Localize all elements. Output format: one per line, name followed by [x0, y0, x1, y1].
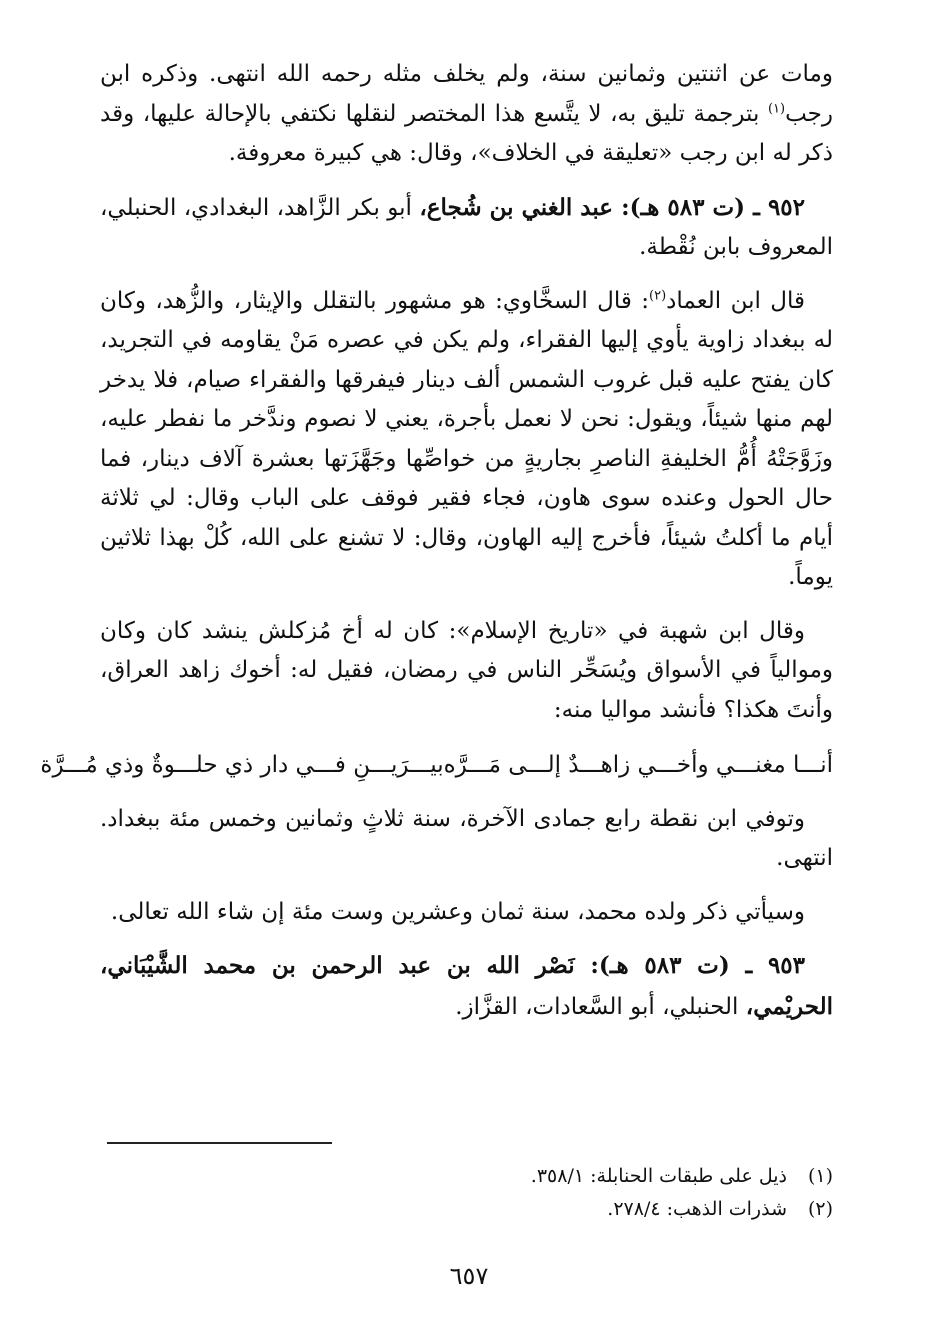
main-text — [40, 55, 833, 1027]
paragraph-ibn-al-imad — [100, 282, 833, 598]
entry-text: أبو بكر الزَّاهد، البغدادي، الحنبلي، المعروف بابن نُقْطة. — [100, 194, 833, 260]
entry-953 — [100, 946, 833, 1027]
page-number: ٦٥٧ — [449, 1262, 489, 1290]
entry-heading: ٩٥٢ ـ (ت ٥٨٣ هـ): عبد الغني بن شُجاع، — [419, 193, 805, 221]
footnote-2 — [100, 1193, 833, 1226]
paragraph-text: بترجمة تليق به، لا يتَّسع هذا المختصر لنقلها نكتفي بالإحالة عليها، وقد ذكر له ابن رجب «تعليقة في الخلاف»، وقال: هي كبيرة معروفة. — [100, 100, 833, 166]
footnote-number: (٢) — [807, 1198, 833, 1220]
footnote-text: شذرات الذهب: ٢٧٨/٤. — [607, 1198, 787, 1220]
paragraph-son: وسيأتي ذكر ولده محمد، سنة ثمان وعشرين وست مئة إن شاء الله تعالى. — [110, 898, 805, 925]
footnote-ref-2[interactable]: (٢) — [649, 287, 667, 303]
paragraph-death: وتوفي ابن نقطة رابع جمادى الآخرة، سنة ثلاثٍ وثمانين وخمس مئة ببغداد. انتهى. — [100, 805, 833, 871]
entry-text: الحنبلي، أبو السَّعادات، القزَّاز. — [455, 993, 746, 1020]
verse-hemistich-1: أنـــا مغنـــي وأخـــي زاهـــدٌ إلـــى مَـــرَّه — [443, 752, 833, 778]
paragraph-ibn-rajab — [100, 55, 833, 174]
verse-hemistich-2: بيـــرَيـــنِ فـــي دار ذي حلـــوةٌ وذي مُـــرَّة — [40, 752, 444, 778]
footnote-ref-1[interactable]: (١) — [767, 100, 786, 116]
entry-heading: ٩٥٣ ـ (ت ٥٨٣ هـ): نَصْر الله بن عبد الرحمن بن محمد الشَّيْبَاني، الحريْمي، — [100, 952, 833, 1020]
paragraph-text: ومات عن اثنتين وثمانين سنة، ولم يخلف مثله رحمه الله انتهى. وذكره ابن رجب — [100, 61, 833, 127]
paragraph-text: قال ابن العماد — [666, 287, 805, 314]
footnote-text: ذيل على طبقات الحنابلة: ٣٥٨/١. — [530, 1165, 787, 1187]
footnote-1 — [100, 1160, 833, 1193]
footnote-divider — [107, 1142, 332, 1144]
entry-952 — [100, 188, 833, 268]
verse-line — [40, 746, 833, 786]
paragraph-ibn-shuhba: وقال ابن شهبة في «تاريخ الإسلام»: كان له أخ مُزكلش ينشد كان وكان وموالياً في الأسواق ويُسَحِّر الناس في رمضان، فقيل له: أخوك زاهد العراق، وأنتَ هكذا؟ فأنشد مواليا منه: — [100, 617, 833, 723]
footnotes — [100, 1160, 833, 1226]
footnote-number: (١) — [807, 1165, 833, 1187]
paragraph-text: : قال السخَّاوي: هو مشهور بالتقلل والإيثار، والزُّهد، وكان له ببغداد زاوية يأوي إليها الفقراء، ولم يكن في عصره مَنْ يقاومه في التجريد، كان يفتح عليه قبل غروب الشمس ألف دينار فيفرقها والفقراء صيام، فلا يدخر لهم منها شيئاً، ويقول: نحن لا نعمل بأجرة، يعني لا نصوم وندَّخر ما نفطر عليه، وزَوَّجَتْهُ أُمُّ الخليفةِ الناصرِ بجاريةٍ من خواصِّها وجَهَّزَتها بعشرة آلاف دينار، فما حال الحول وعنده سوى هاون، فجاء فقير فوقف على الباب وقال: لي ثلاثة أيام ما أكلتُ شيئاً، فأخرج إليه الهاون، وقال: لا تشنع على الله، كُلْ بهذا ثلاثين يوماً. — [100, 287, 833, 590]
